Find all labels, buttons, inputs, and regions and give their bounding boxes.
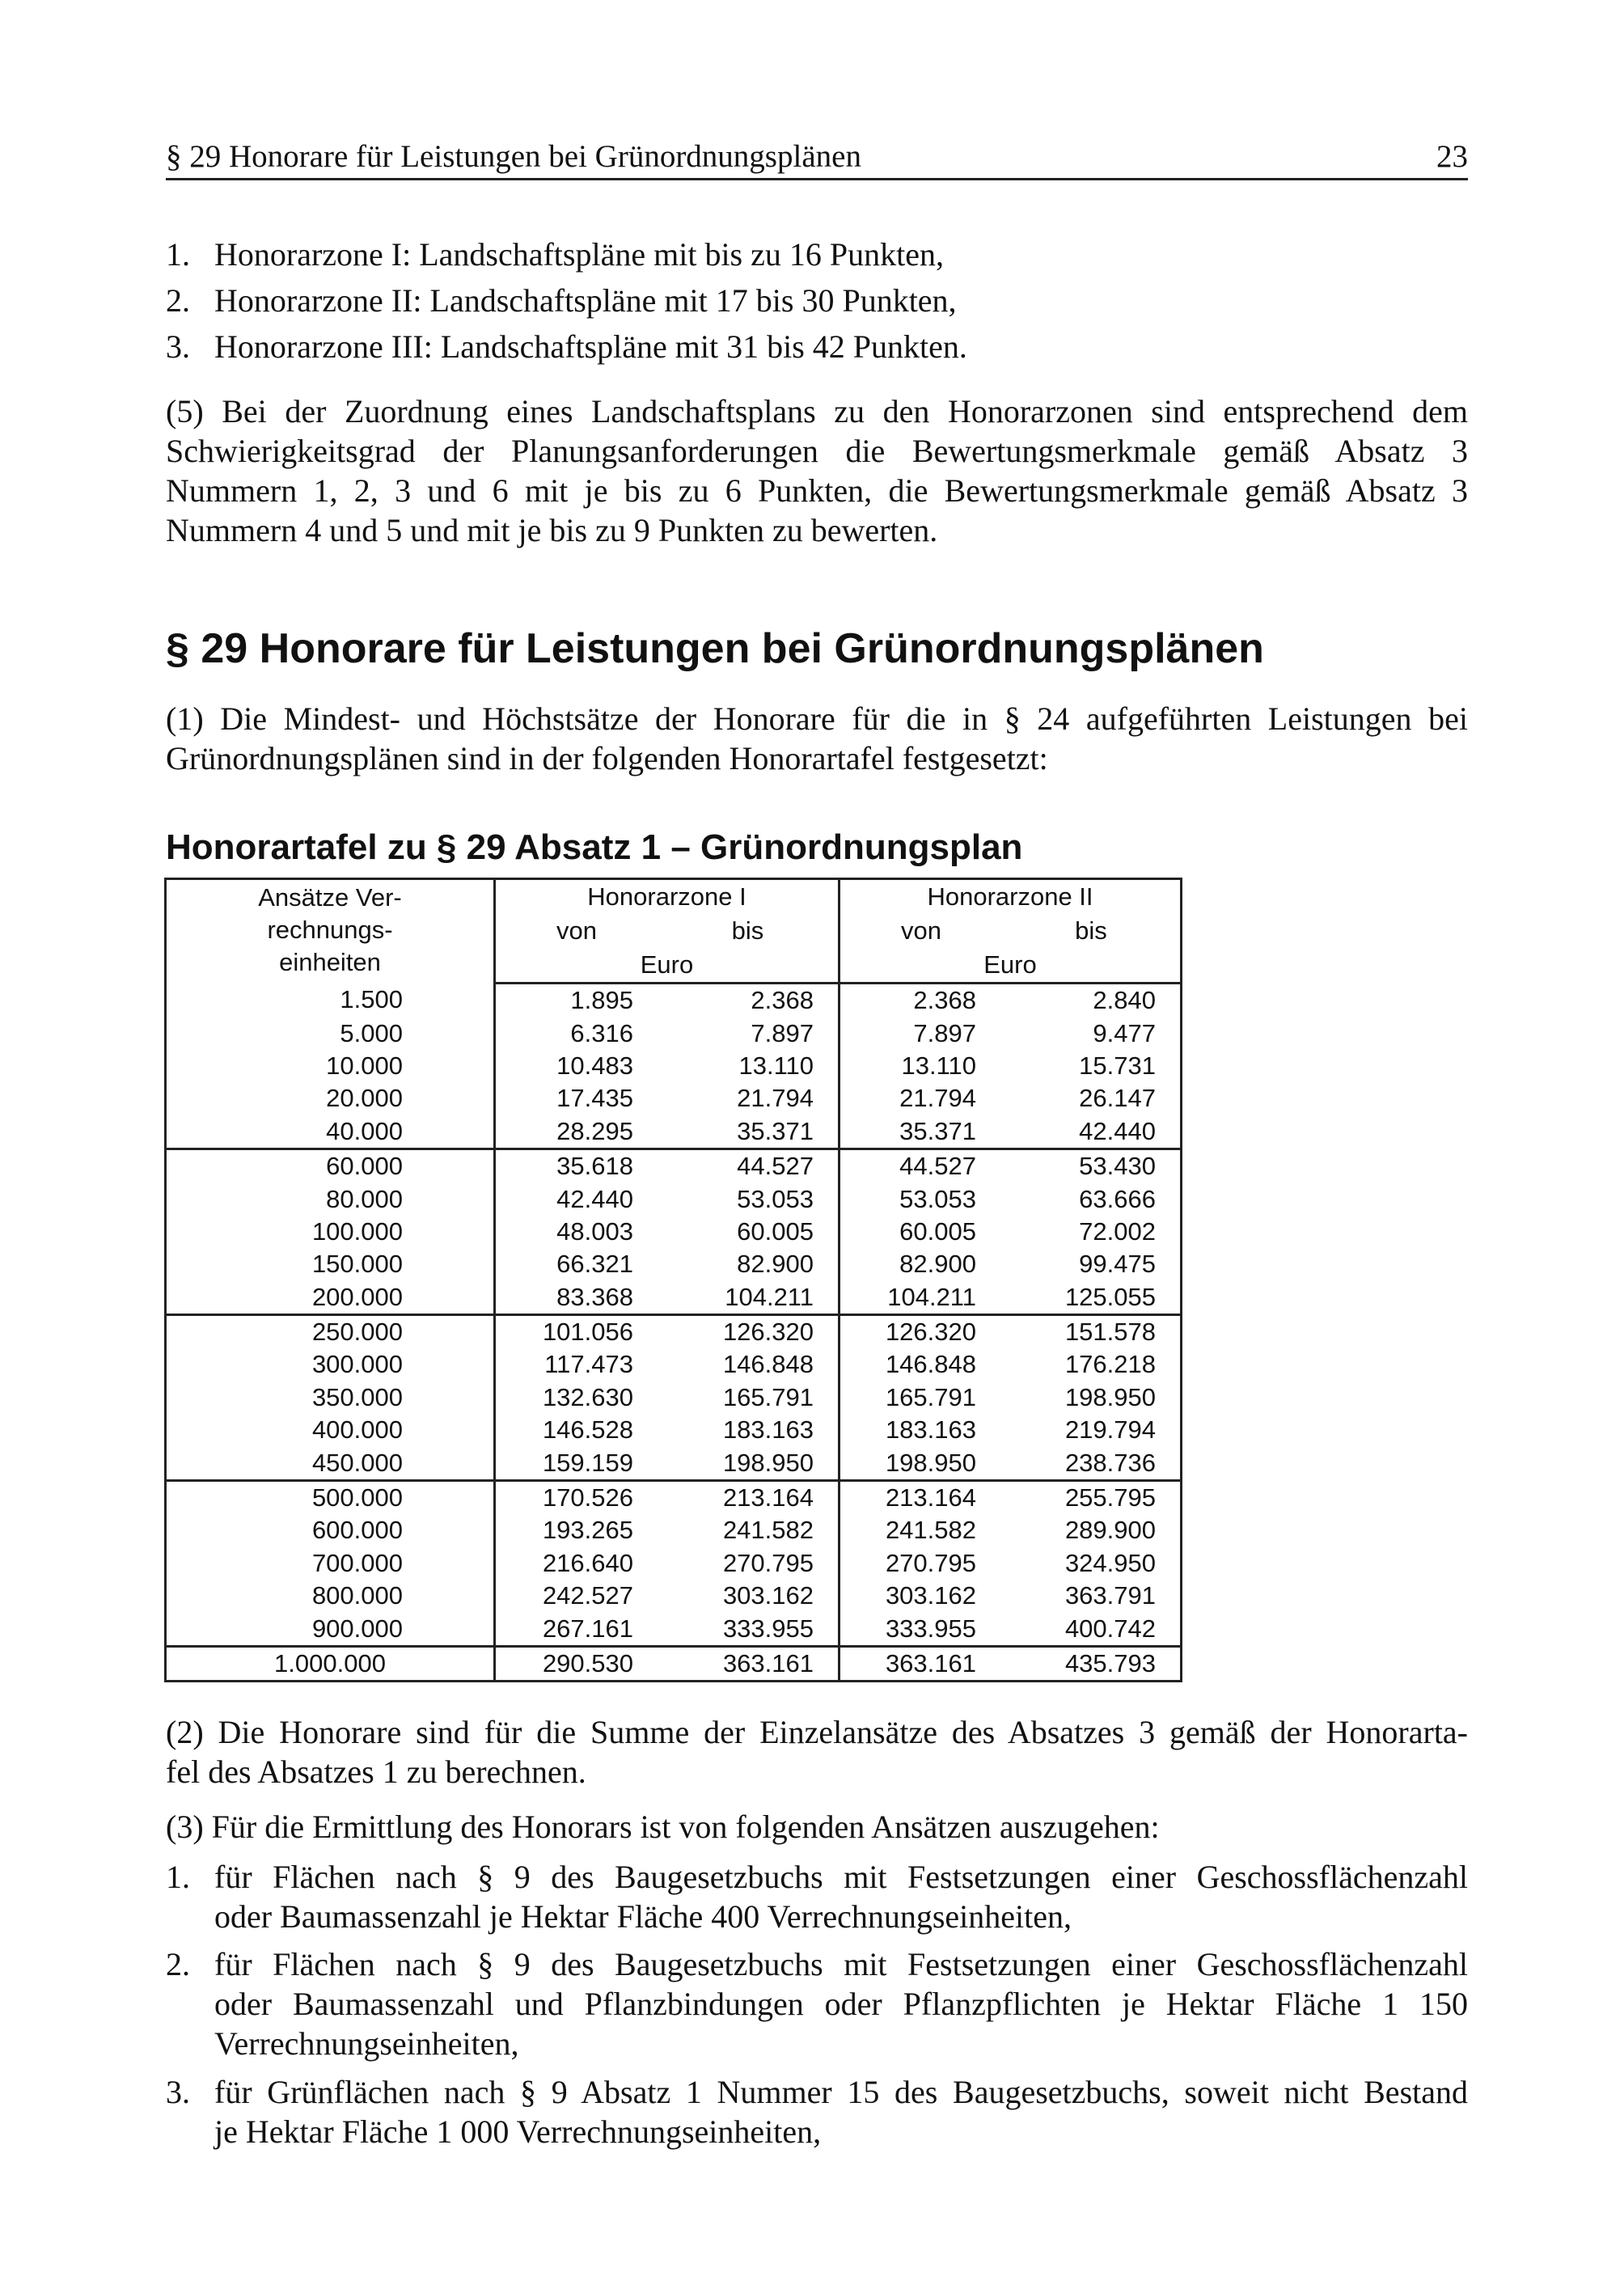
list-number: 1. [166,236,190,273]
units-header-line: einheiten [279,948,381,976]
zone1-currency: Euro [495,948,839,984]
zone1-from-cell: 6.316 [570,1018,633,1047]
zone1-to-cell: 126.320 [658,1314,839,1348]
table-row [166,1281,1182,1315]
units-cell: 300.000 [166,1348,495,1381]
units-cell: 250.000 [166,1314,495,1348]
table-row [166,1381,1182,1414]
zone2-to-cell: 238.736 [1002,1446,1182,1480]
units-cell: 5.000 [166,1017,495,1049]
units-cell: 900.000 [166,1612,495,1646]
zone2-from-cell: 60.005 [899,1216,976,1246]
units-header-line: rechnungs- [267,916,393,944]
table-row [166,1348,1182,1381]
zone1-from-cell: 35.618 [556,1152,633,1181]
list-number: 3. [166,2074,190,2110]
fee-table-body [166,984,1182,1682]
units-cell: 200.000 [166,1281,495,1315]
paragraph-line: (1) Die Mindest- und Höchstsätze der Honorare für die in § 24 aufgeführten Leistungen bei [166,700,1468,737]
zone2-to-cell: 99.475 [1002,1248,1182,1280]
zone1-from-cell: 290.530 [495,1646,658,1681]
zone1-to-cell: 82.900 [658,1248,839,1280]
table-row [166,984,1182,1017]
zone2-to-cell: 63.666 [1002,1182,1182,1215]
zone2-to-header: bis [1002,914,1182,948]
paragraph-line: Grünordnungsplänen sind in der folgenden Honorartafel festgesetzt: [166,740,1048,776]
zone1-to-cell: 241.582 [658,1514,839,1546]
units-cell: 20.000 [166,1082,495,1115]
zone1-from-cell: 146.528 [542,1415,633,1445]
zone1-to-header: bis [658,914,839,948]
list-text: Honorarzone III: Landschaftspläne mit 31 bis 42 Punkten. [214,328,967,365]
list-number: 2. [166,1946,190,1982]
units-cell: 1.000.000 [166,1646,495,1681]
zone2-to-cell: 363.791 [1002,1580,1182,1612]
zone2-from-cell: 363.161 [839,1646,1003,1681]
table-row [166,1115,1182,1149]
zone2-to-cell: 400.742 [1002,1612,1182,1646]
list-line: für Grünflächen nach § 9 Absatz 1 Nummer 15 des Baugesetzbuchs, soweit nicht Bestand [214,2074,1468,2110]
zone2-from-cell: 183.163 [885,1415,976,1445]
list-line: für Flächen nach § 9 des Baugesetzbuchs mit Festsetzungen einer Geschossflächenzahl [214,1859,1468,1895]
zone2-from-cell: 2.368 [913,986,976,1015]
table-row [166,1446,1182,1480]
table-row [166,1414,1182,1446]
units-cell: 700.000 [166,1547,495,1580]
list-number: 2. [166,282,190,319]
list-text: Honorarzone I: Landschaftspläne mit bis zu 16 Punkten, [214,236,944,273]
zone1-to-cell: 303.162 [658,1580,839,1612]
units-cell: 10.000 [166,1050,495,1082]
zone1-to-cell: 7.897 [658,1017,839,1049]
list-number: 1. [166,1859,190,1895]
table-row [166,1580,1182,1612]
running-head-title: § 29 Honorare für Leistungen bei Grünordnungsplänen [166,139,861,174]
zone2-from-cell: 333.955 [839,1612,1003,1646]
paragraph-2 [166,1712,1468,1792]
list-line: je Hektar Fläche 1 000 Verrechnungseinheiten, [214,2113,822,2150]
zone2-from-cell: 241.582 [885,1516,976,1545]
units-cell: 500.000 [166,1480,495,1514]
units-cell: 400.000 [166,1414,495,1446]
units-cell: 100.000 [166,1216,495,1248]
fee-table [164,878,1182,1682]
list-line: oder Baumassenzahl und Pflanzbindungen oder Pflanzpflichten je Hektar Fläche 1 150 [214,1986,1468,2022]
zone1-to-cell: 198.950 [658,1446,839,1480]
table-title: Honorartafel zu § 29 Absatz 1 – Grünordnungsplan [166,827,1023,867]
units-cell: 60.000 [166,1149,495,1182]
zone1-to-cell: 146.848 [658,1348,839,1381]
zone1-to-cell: 333.955 [658,1612,839,1646]
list-line: für Flächen nach § 9 des Baugesetzbuchs mit Festsetzungen einer Geschossflächenzahl [214,1946,1468,1982]
zone2-to-cell: 151.578 [1002,1314,1182,1348]
table-row [166,1480,1182,1514]
zone1-from-cell: 83.368 [495,1281,658,1315]
paragraph-line: Nummern 1, 2, 3 und 6 mit je bis zu 6 Punkten, die Bewertungsmerkmale gemäß Absatz 3 [166,472,1468,509]
zone1-from-cell: 28.295 [495,1115,658,1149]
units-cell: 450.000 [166,1446,495,1480]
paragraph-3 [166,1807,1468,1847]
paragraph-line: (2) Die Honorare sind für die Summe der Einzelansätze des Absatzes 3 gemäß der Honorarta- [166,1714,1468,1750]
zone2-to-cell: 289.900 [1002,1514,1182,1546]
paragraph-1 [166,699,1468,778]
zone2-from-cell: 35.371 [839,1115,1003,1149]
units-cell: 80.000 [166,1182,495,1215]
zone2-from-header: von [901,916,941,945]
zone1-from-cell: 66.321 [556,1250,633,1279]
list-number: 3. [166,328,190,365]
zone1-from-cell: 132.630 [542,1382,633,1411]
paragraph-line: fel des Absatzes 1 zu berechnen. [166,1754,586,1790]
zone2-to-cell: 125.055 [1002,1281,1182,1315]
zone1-to-cell: 53.053 [658,1182,839,1215]
units-header-line: Ansätze Ver- [258,883,402,912]
zone2-to-cell: 435.793 [1002,1646,1182,1681]
zone2-from-cell: 13.110 [901,1051,976,1080]
zone1-to-cell: 35.371 [658,1115,839,1149]
zone1-from-cell: 1.895 [570,986,633,1015]
units-cell: 1.500 [166,984,495,1017]
zone2-from-cell: 213.164 [885,1483,976,1512]
zone1-to-cell: 183.163 [658,1414,839,1446]
paragraph-line: (5) Bei der Zuordnung eines Landschaftsplans zu den Honorarzonen sind entsprechend dem [166,393,1468,429]
zone2-header: Honorarzone II [839,879,1182,915]
zone1-to-cell: 270.795 [658,1547,839,1580]
units-cell: 150.000 [166,1248,495,1280]
paragraph-line: (3) Für die Ermittlung des Honorars ist von folgenden Ansätzen auszugehen: [166,1809,1160,1845]
zone2-to-cell: 72.002 [1002,1216,1182,1248]
paragraph-5 [166,391,1468,550]
zone2-from-cell: 303.162 [885,1581,976,1610]
zone2-currency: Euro [839,948,1182,984]
zone2-to-cell: 53.430 [1002,1149,1182,1182]
zone1-from-cell: 17.435 [556,1084,633,1113]
zone1-from-cell: 216.640 [542,1548,633,1577]
zone1-to-cell: 2.368 [658,984,839,1017]
table-row [166,1082,1182,1115]
zone1-from-cell: 242.527 [542,1581,633,1610]
list-text [214,2072,1468,2151]
section-heading: § 29 Honorare für Leistungen bei Grünordnungsplänen [166,625,1264,672]
zone1-to-cell: 44.527 [658,1149,839,1182]
zone1-from-cell: 10.483 [556,1051,633,1080]
zone1-to-cell: 21.794 [658,1082,839,1115]
page-number: 23 [1436,139,1468,174]
list-text [214,1944,1468,2063]
zone2-from-cell: 44.527 [899,1152,976,1181]
table-row [166,1017,1182,1049]
zone1-to-cell: 165.791 [658,1381,839,1414]
zone1-to-cell: 213.164 [658,1480,839,1514]
zone2-to-cell: 176.218 [1002,1348,1182,1381]
table-row [166,1248,1182,1280]
zone1-from-cell: 48.003 [556,1216,633,1246]
zone2-from-cell: 82.900 [899,1250,976,1279]
table-row [166,1612,1182,1646]
zone2-from-cell: 270.795 [885,1548,976,1577]
zone2-to-cell: 198.950 [1002,1381,1182,1414]
table-row [166,1547,1182,1580]
zone1-from-cell: 193.265 [542,1516,633,1545]
list-line: oder Baumassenzahl je Hektar Fläche 400 Verrechnungseinheiten, [214,1898,1072,1935]
units-header [166,879,495,984]
zone1-from-cell: 170.526 [542,1483,633,1512]
running-head [166,136,1468,180]
units-cell: 600.000 [166,1514,495,1546]
zone1-from-cell: 267.161 [495,1612,658,1646]
table-row [166,1050,1182,1082]
paragraph-line: Schwierigkeitsgrad der Planungsanforderungen die Bewertungsmerkmale gemäß Absatz 3 [166,433,1468,469]
zone2-from-cell: 165.791 [885,1382,976,1411]
table-row [166,1149,1182,1182]
list-text: Honorarzone II: Landschaftspläne mit 17 bis 30 Punkten, [214,282,957,319]
zone1-from-cell: 117.473 [544,1350,633,1379]
table-row [166,1314,1182,1348]
table-row [166,1646,1182,1681]
paragraph-line: Nummern 4 und 5 und mit je bis zu 9 Punkten zu bewerten. [166,512,938,548]
zone1-from-cell: 101.056 [542,1318,633,1347]
zone1-to-cell: 104.211 [658,1281,839,1315]
zone2-to-cell: 324.950 [1002,1547,1182,1580]
zone2-to-cell: 2.840 [1002,984,1182,1017]
zone2-to-cell: 219.794 [1002,1414,1182,1446]
zone2-to-cell: 9.477 [1002,1017,1182,1049]
list-text [214,1857,1468,1936]
zone1-header: Honorarzone I [495,879,839,915]
units-cell: 800.000 [166,1580,495,1612]
list-line: Verrechnungseinheiten, [214,2025,519,2062]
zone1-from-cell: 159.159 [495,1446,658,1480]
table-row [166,1216,1182,1248]
zone2-from-cell: 198.950 [839,1446,1003,1480]
zone2-to-cell: 42.440 [1002,1115,1182,1149]
zone2-from-cell: 53.053 [899,1184,976,1213]
table-row [166,1182,1182,1215]
zone2-from-cell: 104.211 [839,1281,1003,1315]
units-cell: 40.000 [166,1115,495,1149]
table-row [166,1514,1182,1546]
zone2-to-cell: 26.147 [1002,1082,1182,1115]
zone2-from-cell: 146.848 [885,1350,976,1379]
zone2-to-cell: 255.795 [1002,1480,1182,1514]
zone2-from-cell: 7.897 [913,1018,976,1047]
zone2-from-cell: 126.320 [885,1318,976,1347]
zone2-to-cell: 15.731 [1002,1050,1182,1082]
zone1-from-header: von [556,916,597,945]
zone1-from-cell: 42.440 [556,1184,633,1213]
units-cell: 350.000 [166,1381,495,1414]
zone1-to-cell: 60.005 [658,1216,839,1248]
zone1-to-cell: 13.110 [658,1050,839,1082]
zone1-to-cell: 363.161 [658,1646,839,1681]
zone2-from-cell: 21.794 [899,1084,976,1113]
